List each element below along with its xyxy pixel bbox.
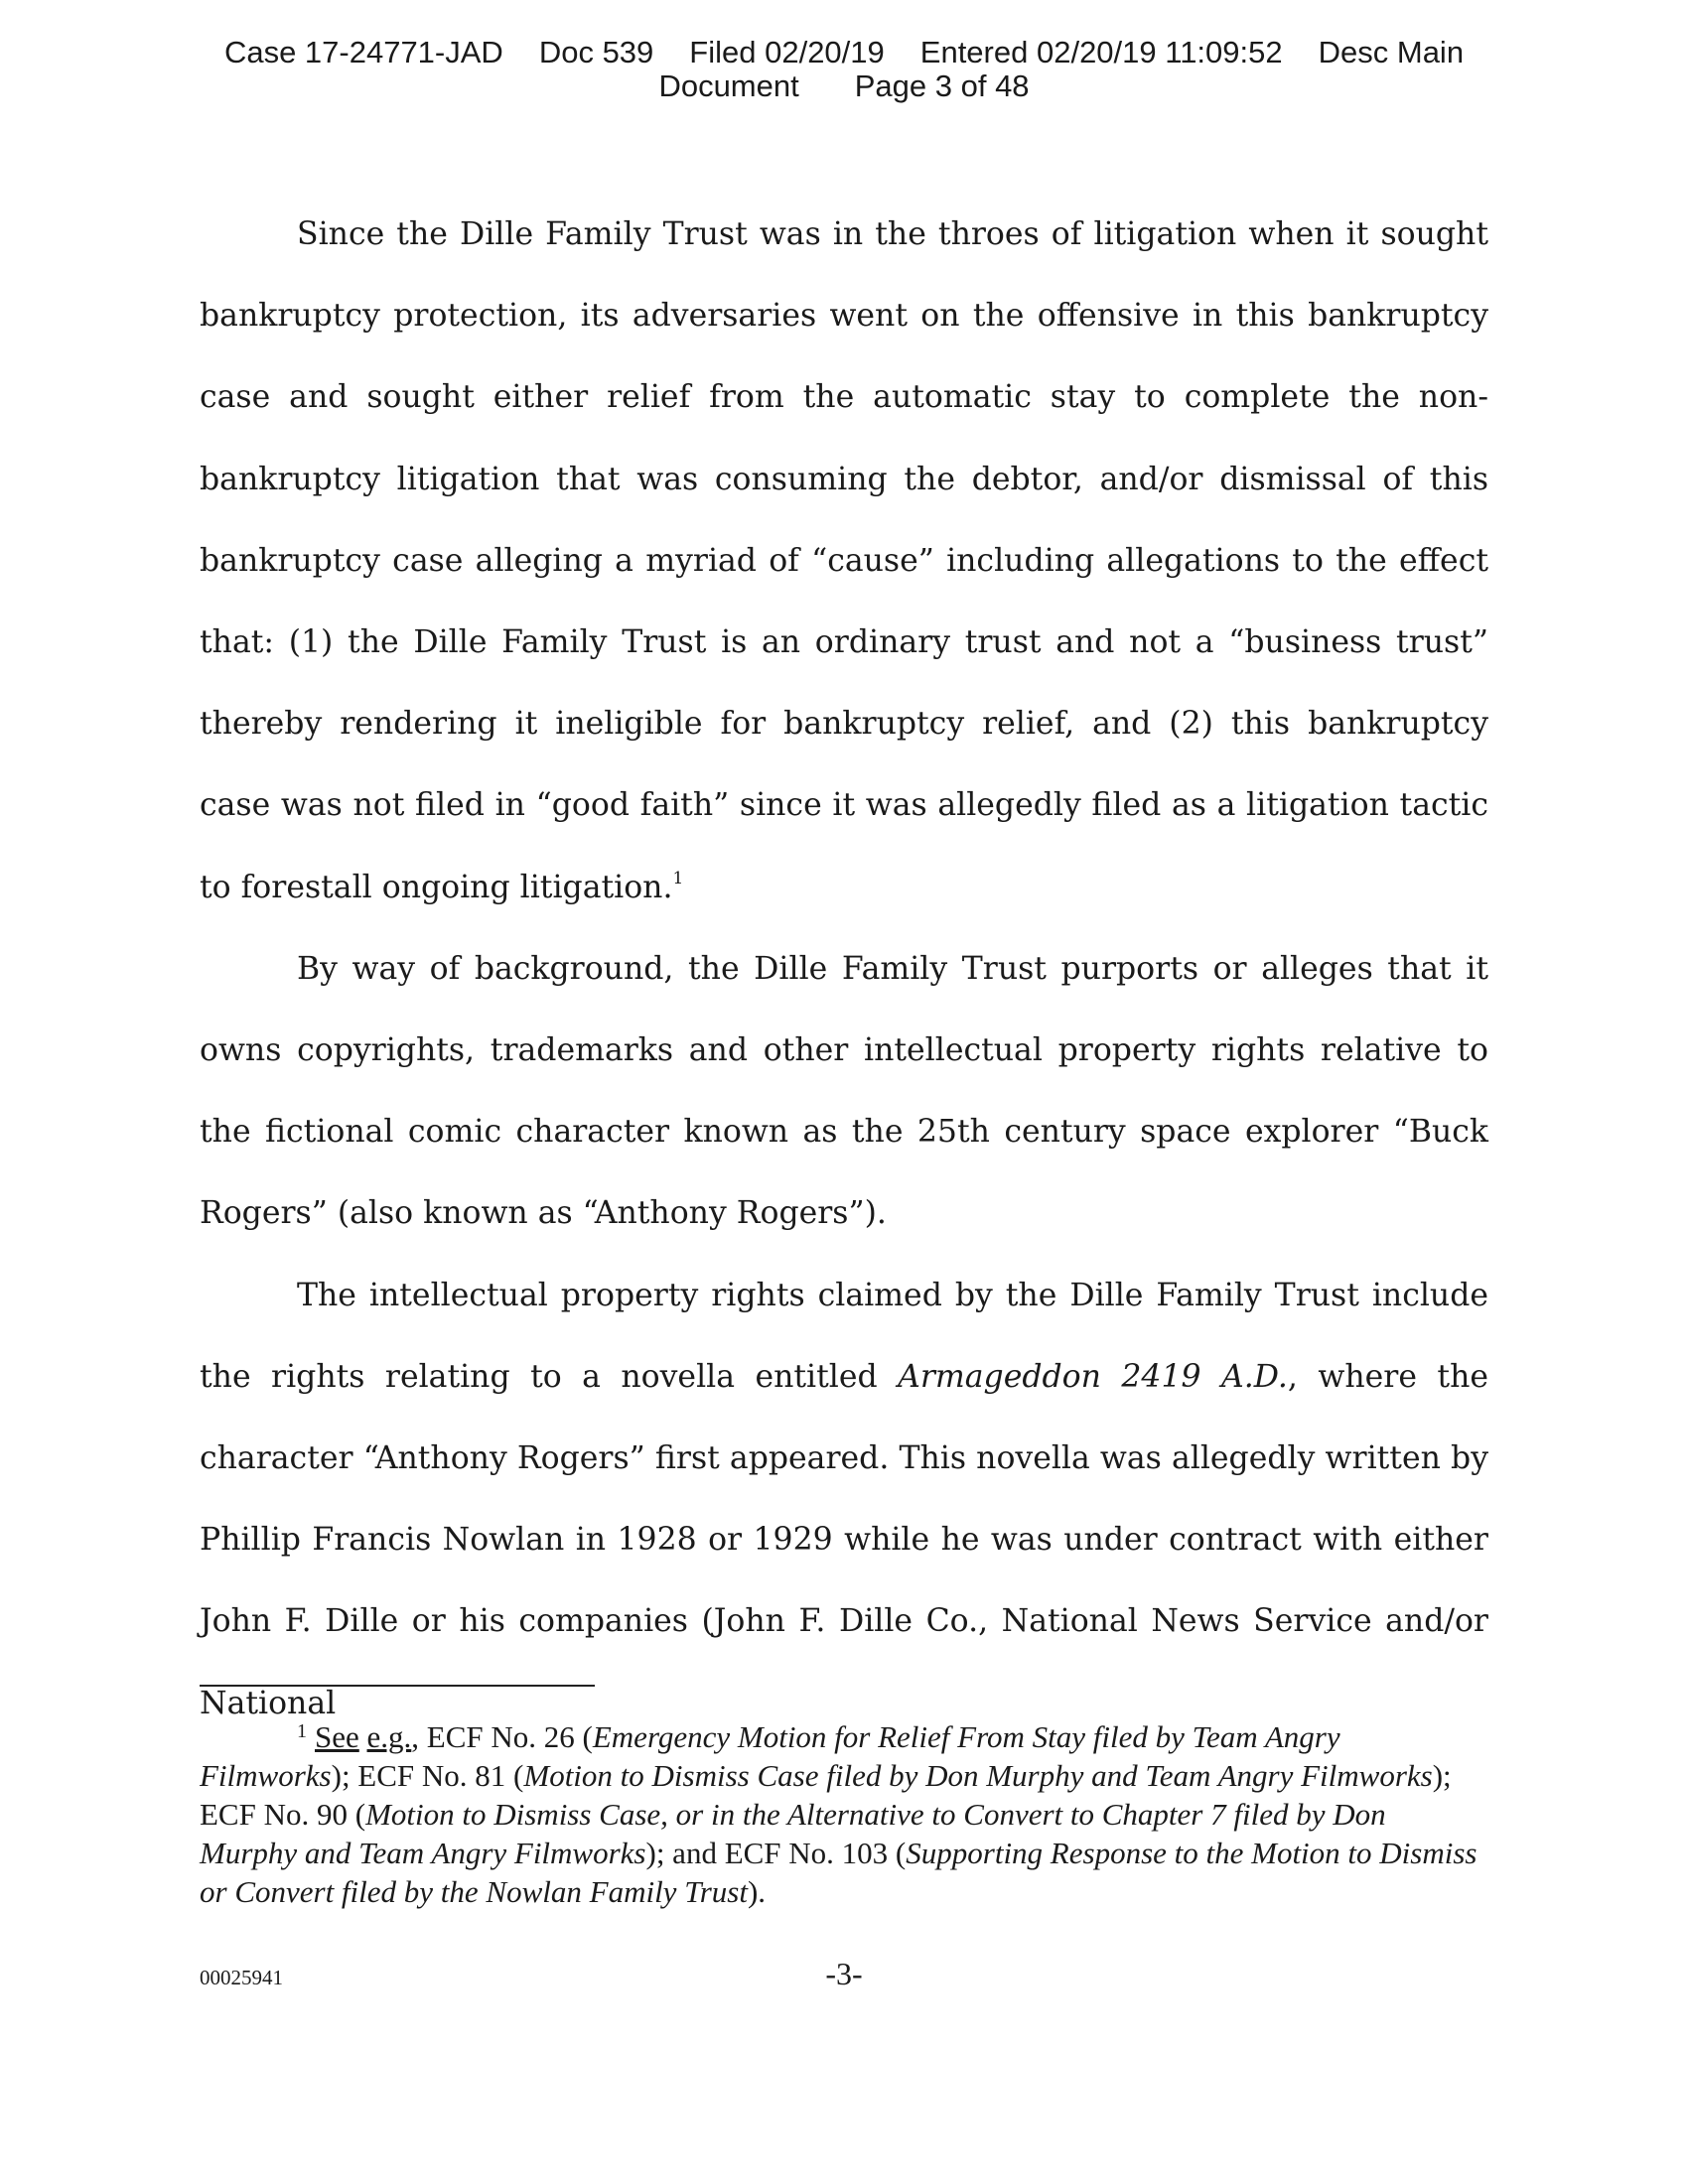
footnote-text-4: ); and ECF No. 103 ( <box>645 1836 907 1870</box>
court-filing-header <box>0 36 1688 103</box>
footnote-text-3: ); ECF No. 90 ( <box>200 1758 1452 1832</box>
body-text <box>200 194 1488 1744</box>
paragraph-3-text-a: The intellectual property rights claimed by the Dille Family Trust include the rights relating to a novella entitled <box>200 1277 1488 1395</box>
page-number: -3- <box>825 1956 863 1991</box>
footnote-see: See <box>315 1719 359 1754</box>
paragraph-3 <box>200 1255 1488 1744</box>
footnote-1-text <box>200 1717 1488 1911</box>
footnote-text-5: ). <box>747 1874 767 1909</box>
paragraph-1-text: Since the Dille Family Trust was in the throes of litigation when it sought bankruptcy protection, its adversaries went on the offensive in this bankruptcy case and sought either relief from the automatic stay to complete the non-bankruptcy litigation that was consuming the debtor, and/or dismissal of this bankruptcy case alleging a myriad of “cause” including allegations to the effect that: (1) the Dille Family Trust is an ordinary trust and not a “business trust” thereby rendering it ineligible for bankruptcy relief, and (2) this bankruptcy case was not filed in “good faith” since it was allegedly filed as a litigation tactic to forestall ongoing litigation. <box>200 216 1488 905</box>
paragraph-2 <box>200 928 1488 1255</box>
footnote-number: 1 <box>297 1720 307 1742</box>
case-number: Case 17-24771-JAD <box>223 35 503 69</box>
footnote-text-1: , ECF No. 26 ( <box>411 1719 593 1754</box>
document-id: 00025941 <box>200 1966 283 1989</box>
footnote-text-2: ); ECF No. 81 ( <box>331 1758 524 1793</box>
footnote-1 <box>200 1717 1488 1911</box>
header-line-2 <box>0 69 1688 103</box>
entered-date: Entered 02/20/19 11:09:52 <box>919 35 1283 69</box>
paragraph-1 <box>200 194 1488 928</box>
footnote-eg: e.g. <box>366 1719 412 1754</box>
footnote-cite-2: Motion to Dismiss Case filed by Don Murphy and Team Angry Filmworks <box>523 1758 1433 1793</box>
footnote-divider <box>200 1685 595 1687</box>
desc-main: Desc Main <box>1318 35 1465 69</box>
footnote-ref-1: 1 <box>672 868 684 888</box>
page-count: Page 3 of 48 <box>854 68 1030 103</box>
novella-title: Armageddon 2419 A.D. <box>898 1358 1288 1395</box>
paragraph-2-text: By way of background, the Dille Family Trust purports or alleges that it owns copyrights, trademarks and other intellectual property rights relative to the fictional comic character known as the 25th century space explorer “Buck Rogers” (also known as “Anthony Rogers”). <box>200 950 1488 1232</box>
document-label: Document <box>658 68 799 103</box>
footnote-cite-1: Emergency Motion for Relief From Stay filed by Team Angry Filmworks <box>200 1719 1340 1793</box>
header-line-1 <box>0 36 1688 69</box>
paragraph-3-text-b: , where the character “Anthony Rogers” first appeared. This novella was allegedly written by Phillip Francis Nowlan in 1928 or 1929 while he was under contract with either John F. Dille or his companies (John F. Dille Co., National News Service and/or National <box>200 1358 1488 1721</box>
footnote-cite-3: Motion to Dismiss Case, or in the Alternative to Convert to Chapter 7 filed by Don Murphy and Team Angry Filmworks <box>200 1797 1386 1870</box>
doc-number: Doc 539 <box>538 35 654 69</box>
footnote-cite-4: Supporting Response to the Motion to Dismiss or Convert filed by the Nowlan Family Trust <box>200 1836 1477 1909</box>
filed-date: Filed 02/20/19 <box>689 35 885 69</box>
